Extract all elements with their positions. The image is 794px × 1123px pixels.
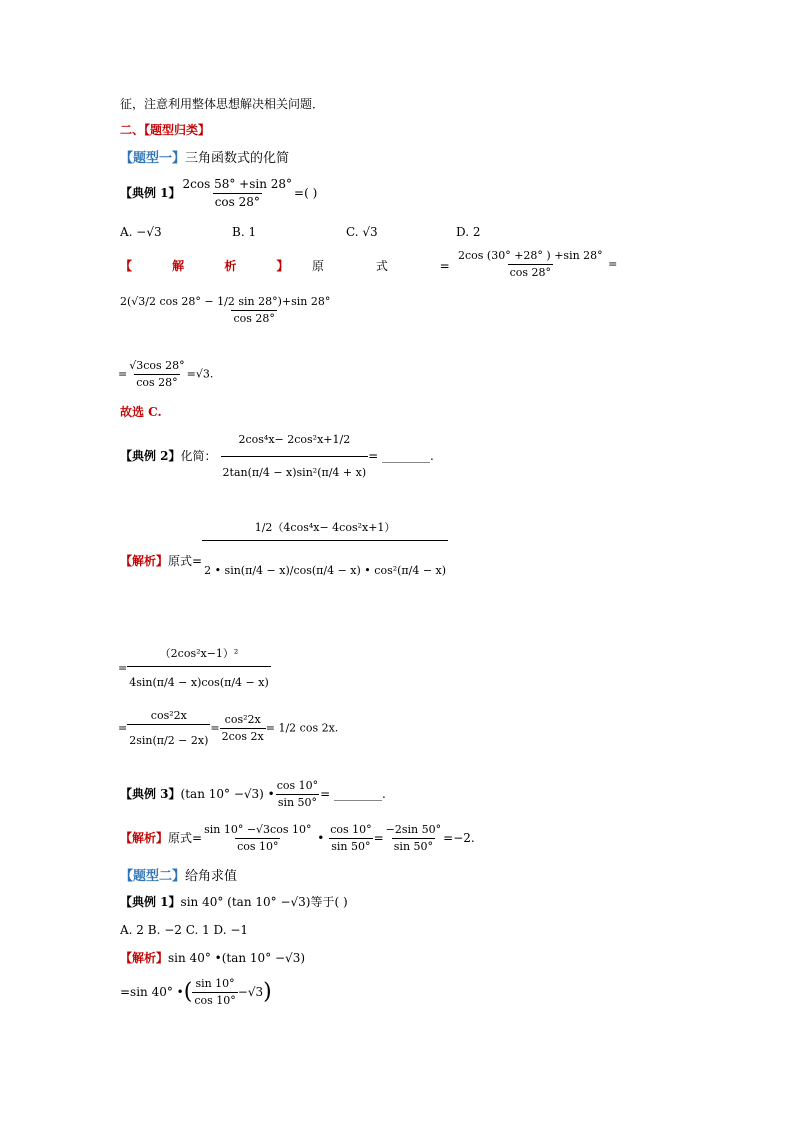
ex2-sol-line3: = $\frac{\text{cos²2x}}{2\sin(\pi/2 - 2x)}$ = $\frac{\text{cos²2x}}{2\cos 2x}$ = 1/2 cos 2x. <box>118 709 339 748</box>
ex1-sol-num3: √3cos 28° <box>129 359 185 372</box>
ex2-sol-text: 原式= <box>168 554 203 569</box>
ex1-sol-num1: 2cos (30° +28° ) +sin 28° <box>458 249 603 262</box>
type2-ex1-sol-label: 【解析】 <box>120 951 169 965</box>
ex3-sol-num1: sin 10° −√3cos 10° <box>204 823 312 836</box>
intro-line: 征，注意利用整体思想解决相关问题． <box>120 97 325 111</box>
type2-ex1-sol-line1 <box>120 952 305 965</box>
ex2-label: 【典例 2】 <box>120 449 181 464</box>
ex1-sol-result: =√3. <box>186 367 214 381</box>
ex1-sol-den3: cos 28° <box>136 376 178 390</box>
ex2-sol-den4: 2cos 2x <box>221 730 264 744</box>
ex3-fraction <box>275 780 320 809</box>
ex3-sol-num3: −2sin 50° <box>385 823 442 836</box>
ex1-fraction <box>181 178 295 209</box>
ex1-sol-label: 【 解 析 】 <box>120 259 307 273</box>
ex1-sol-num2: 2(√3/2 cos 28° − 1/2 sin 28°)+sin 28° <box>120 295 331 308</box>
ex1-label: 【典例 1】 <box>120 186 181 201</box>
type2-ex1-sol-tail: −√3 <box>237 985 264 1000</box>
ex1-opt-d: D. 2 <box>456 225 481 239</box>
type2-heading <box>120 870 237 884</box>
ex2-sol-line2: = $\frac{\text{（2cos²x−1）²}}{4\sin(\pi/4 - x)\cos(\pi/4 - x)}$ <box>118 647 269 690</box>
type1-title: 三角函数式的化简 <box>185 151 290 166</box>
type2-ex1-text: sin 40° (tan 10° −√3)等于( ) <box>180 895 348 909</box>
ex2-sol-num3: cos²2x <box>150 709 187 722</box>
ex1-opt-c: C. √3 <box>346 225 378 239</box>
type2-title: 给角求值 <box>185 869 238 884</box>
ex3-tail: = ________. <box>320 787 386 802</box>
ex2-sol-frac1 <box>202 522 448 601</box>
ex3-sol-result: =−2. <box>443 831 475 846</box>
ex2-fraction <box>221 434 369 479</box>
ex2-tail: = ________. <box>368 449 434 464</box>
ex2-sol-num2: （2cos²x−1）² <box>159 647 239 660</box>
type2-ex1-sol-line2: =sin 40° •( $\frac{\sin 10^\circ}{\cos 10^\circ}$ −√3) <box>120 977 272 1008</box>
ex3-label: 【典例 3】 <box>120 787 181 802</box>
ex2-prompt: 化简： <box>180 449 217 464</box>
ex2-denominator: 2tan(π/4 − x)sin²(π/4 + x) <box>221 456 369 479</box>
ex1-opt-b: B. 1 <box>232 225 257 239</box>
ex3-sol-text: 原式= <box>168 831 203 846</box>
ex1-tail: =( ) <box>294 186 318 201</box>
ex2-sol-den3: 2sin(π/2 − 2x) <box>127 724 210 747</box>
ex1-answer: 故选 C. <box>120 405 162 419</box>
ex2-sol-line1 <box>120 522 448 601</box>
ex1-opt-a: A. −√3 <box>120 225 162 239</box>
ex1-sol-den1: cos 28° <box>509 266 552 280</box>
ex3-expr: (tan 10° −√3) • <box>180 787 275 802</box>
type2-label: 【题型二】 <box>120 869 186 884</box>
type1-heading <box>120 152 289 166</box>
ex1-sol-text: 原 式 = <box>312 259 474 273</box>
ex1-numerator: 2cos 58° +sin 28° <box>182 177 293 191</box>
ex1-sol-line3: = $\frac{√3\cos 28^\circ}{\cos 28^\circ}$ =√3. <box>118 359 214 390</box>
ex2-numerator: 2cos⁴x− 2cos²x+1/2 <box>238 433 351 446</box>
ex3-frac-num: cos 10° <box>276 779 319 792</box>
ex1-sol-den2: cos 28° <box>233 312 275 326</box>
ex2-sol-den2: 4sin(π/4 − x)cos(π/4 − x) <box>127 666 271 689</box>
ex2-sol-result: = 1/2 cos 2x. <box>265 721 339 735</box>
ex1-sol-frac2 <box>118 296 390 325</box>
ex1-sol-frac1: $\frac{2\cos (30^\circ +28^\circ ) +\sin 28^\circ}{\cos 28^\circ}$ = <box>458 249 618 280</box>
type2-ex1-sol-num: sin 10° <box>195 977 235 990</box>
ex3-sol-den2: sin 50° <box>331 840 371 854</box>
type2-ex1-label: 【典例 1】 <box>120 895 181 909</box>
section-title <box>120 124 210 137</box>
ex3-sol-den1: cos 10° <box>237 840 279 854</box>
ex2-sol-den1: 2 • sin(π/4 − x)/cos(π/4 − x) • cos²(π/4 − x) <box>202 540 448 601</box>
ex3-sol-den3: sin 50° <box>393 840 434 854</box>
ex1-question <box>120 178 317 209</box>
ex3-sol-label: 【解析】 <box>120 831 169 846</box>
type2-ex1-sol-prefix: =sin 40° • <box>120 985 184 1000</box>
section-title-text: 二、【题型归类】 <box>120 123 211 137</box>
ex3-question <box>120 780 386 809</box>
ex3-sol-num2: cos 10° <box>330 823 372 836</box>
ex2-sol-label: 【解析】 <box>120 554 169 569</box>
ex1-denominator: cos 28° <box>214 195 260 210</box>
ex2-sol-num4: cos²2x <box>224 713 261 726</box>
ex2-sol-num1: 1/2（4cos⁴x− 4cos²x+1） <box>254 521 396 534</box>
type1-label: 【题型一】 <box>120 151 186 166</box>
ex2-question <box>120 434 434 479</box>
type2-ex1-sol-text1: sin 40° •(tan 10° −√3) <box>168 951 306 965</box>
type2-ex1-options: A. 2 B. −2 C. 1 D. −1 <box>120 923 249 937</box>
ex3-frac-den: sin 50° <box>277 796 318 810</box>
type2-ex1-question <box>120 896 348 909</box>
ex3-solution: 【解析】原式= $\frac{\sin 10^\circ -√3\cos 10^\circ}{\cos 10^\circ}$ • $\frac{\cos 10^\circ}{\sin 50^\circ}$ = $\frac{-2\sin 50^\circ}{\sin 50^\circ}$ =−2. <box>120 823 475 854</box>
type2-ex1-sol-den: cos 10° <box>194 994 236 1008</box>
